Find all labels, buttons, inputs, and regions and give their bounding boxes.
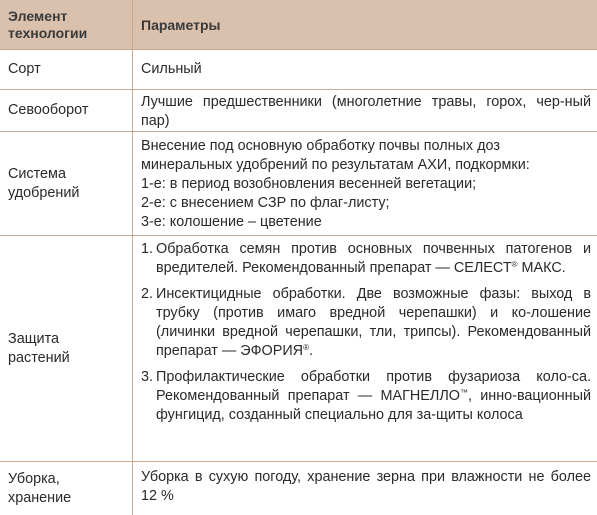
- table-row-rotation: [0, 90, 597, 132]
- row-label: [0, 50, 133, 89]
- list-item: [141, 368, 591, 425]
- variety-value: Сильный: [141, 61, 202, 77]
- fertilizer-label: Система удобрений: [8, 165, 80, 201]
- table-row-harvest: [0, 462, 597, 515]
- header-col-element: [0, 0, 133, 49]
- row-value: [133, 132, 597, 235]
- trademark-mark: ™: [459, 388, 468, 397]
- registered-mark: ®: [511, 260, 518, 269]
- table-row-protection: [0, 236, 597, 462]
- fertilizer-line: 3-е: колошение – цветение: [141, 214, 322, 230]
- harvest-label: Уборка, хранение: [8, 470, 72, 506]
- row-label: [0, 236, 133, 461]
- row-value: [133, 50, 597, 89]
- row-label: [0, 132, 133, 235]
- rotation-label: Севооборот: [8, 102, 89, 118]
- row-value: [133, 236, 597, 461]
- list-item-suffix: , инно-вационный фунгицид, созданный специально для за-щиты колоса: [156, 388, 591, 423]
- list-item-number: 3.: [141, 369, 154, 385]
- list-item-text: Инсектицидные обработки. Две возможные фазы: выход в трубку (против имаго вредной черепашки) и ко-лошение (личинки вредной черепашки, тли, трипсы). Рекомендованный препарат —: [156, 286, 591, 359]
- list-item-text: Обработка семян против основных почвенных патогенов и вредителей. Рекомендованный препарат —: [156, 241, 591, 276]
- list-item: [141, 240, 591, 278]
- list-item: [141, 285, 591, 361]
- row-value: [133, 462, 597, 515]
- variety-label: Сорт: [8, 61, 41, 77]
- list-item-suffix: МАКС.: [517, 260, 566, 276]
- table-row-fertilizer: [0, 132, 597, 236]
- product-name: МАГНЕЛЛО: [380, 388, 460, 404]
- table-row-variety: [0, 50, 597, 90]
- list-item-number: 2.: [141, 286, 154, 302]
- list-item-number: 1.: [141, 241, 154, 257]
- protection-label: Защита растений: [8, 330, 70, 366]
- row-value: [133, 90, 597, 131]
- fertilizer-line: 2-е: с внесением СЗР по флаг-листу;: [141, 195, 390, 211]
- header-col-parameters-label: Параметры: [141, 16, 221, 33]
- fertilizer-line: Внесение под основную обработку почвы полных доз: [141, 138, 500, 154]
- header-col-parameters: [133, 0, 597, 49]
- list-item-suffix: .: [308, 343, 313, 359]
- product-name: ЭФОРИЯ: [240, 343, 304, 359]
- table-header: [0, 0, 597, 50]
- harvest-value: Уборка в сухую погоду, хранение зерна при влажности не более 12 %: [141, 469, 591, 504]
- rotation-value: Лучшие предшественники (многолетние травы, горох, чер-ный пар): [141, 94, 591, 129]
- header-col-element-label: Элемент технологии: [8, 7, 88, 41]
- row-label: [0, 90, 133, 131]
- list-item-text: Профилактические обработки против фузариоза коло-са. Рекомендованный препарат —: [156, 369, 591, 404]
- fertilizer-line: 1-е: в период возобновления весенней вегетации;: [141, 176, 477, 192]
- product-name: СЕЛЕСТ: [453, 260, 512, 276]
- row-label: [0, 462, 133, 515]
- registered-mark: ®: [303, 343, 309, 352]
- fertilizer-line: минеральных удобрений по результатам АХИ, подкормки:: [141, 157, 530, 173]
